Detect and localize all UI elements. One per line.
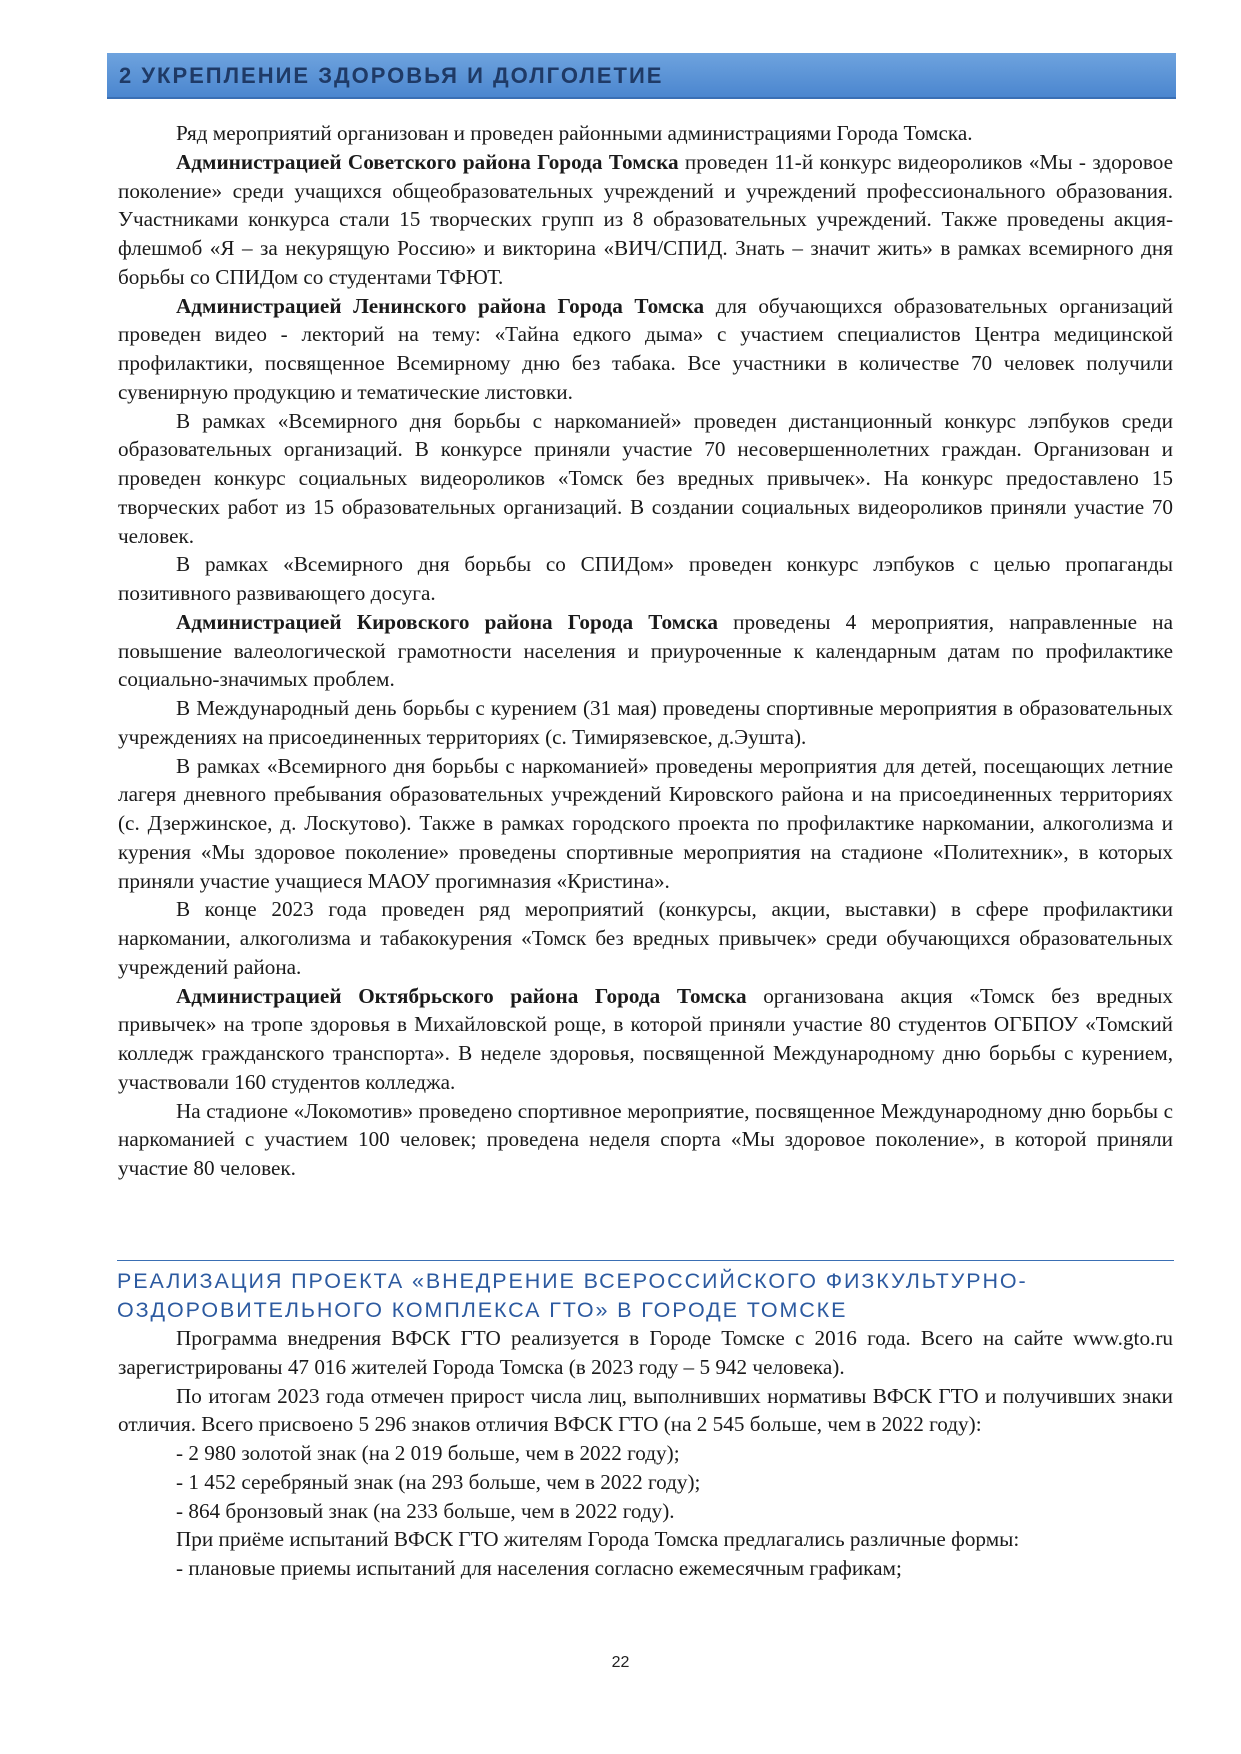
paragraph-gto-results: По итогам 2023 года отмечен прирост числа лиц, выполнивших нормативы ВФСК ГТО и получивших знаки отличия. Всего присвоено 5 296 знаков отличия ВФСК ГТО (на 2 545 больше, чем в 2022 году): — [118, 1383, 1173, 1437]
paragraph-sovetsky: Администрацией Советского района Города Томска проведен 11-й конкурс видеороликов «Мы - здоровое поколение» среди учащихся общеобразовательных учреждений и учреждений профессионального образования. Участниками конкурса стали 15 творческих групп из 8 образовательных учреждений. Также проведены акция-флешмоб «Я – за некурящую Россию» и викторина «ВИЧ/СПИД. Знать – значит жить» в рамках всемирного дня борьбы со СПИДом со студентами ТФЮТ. — [118, 149, 1173, 289]
section-title-line: ОЗДОРОВИТЕЛЬНОГО КОМПЛЕКСА ГТО» В ГОРОДЕ ТОМСКЕ — [117, 1298, 848, 1322]
list-item: - 1 452 серебряный знак (на 293 больше, чем в 2022 году); — [176, 1469, 701, 1494]
section-title — [117, 1267, 1177, 1325]
section-header-title: 2 УКРЕПЛЕНИЕ ЗДОРОВЬЯ И ДОЛГОЛЕТИЕ — [119, 63, 664, 88]
paragraph-gto-forms: При приёме испытаний ВФСК ГТО жителям Города Томска предлагались различные формы: — [176, 1527, 1020, 1552]
paragraph-leninsky: Администрацией Ленинского района Города Томска для обучающихся образовательных организаций проведен видео - лекторий на тему: «Тайна едкого дыма» с участием специалистов Центра медицинской профилактики, посвященное Всемирному дню без табака. Все участники в количестве 70 человек получили сувенирную продукцию и тематические листовки. — [118, 293, 1173, 404]
district-name: Администрацией Советского района Города Томска — [176, 149, 679, 174]
paragraph-gto-program: Программа внедрения ВФСК ГТО реализуется в Городе Томске с 2016 года. Всего на сайте www.gto.ru зарегистрированы 47 016 жителей Города Томска (в 2023 году – 5 942 человека). — [118, 1326, 1173, 1379]
section-header-bar — [107, 53, 1176, 99]
paragraph-leninsky-aids: В рамках «Всемирного дня борьбы со СПИДом» проведен конкурс лэпбуков с целью пропаганды позитивного развивающего досуга. — [118, 552, 1173, 605]
paragraph-kirovsky: Администрацией Кировского района Города Томска проведены 4 мероприятия, направленные на повышение валеологической грамотности населения и приуроченные к календарным датам по профилактике социально-значимых проблем. — [118, 609, 1173, 692]
paragraph-leninsky-drugs: В рамках «Всемирного дня борьбы с наркоманией» проведен дистанционный конкурс лэпбуков среди образовательных организаций. В конкурсе приняли участие 70 несовершеннолетних граждан. Организован и проведен конкурс социальных видеороликов «Томск без вредных привычек». На конкурс предоставлено 15 творческих работ из 15 образовательных организаций. В создании социальных видеороликов приняли участие 70 человек. — [118, 408, 1173, 548]
page-number: 22 — [611, 1654, 630, 1671]
paragraph-intro: Ряд мероприятий организован и проведен районными администрациями Города Томска. — [176, 121, 973, 145]
district-name: Администрацией Ленинского района Города Томска — [176, 293, 705, 318]
list-item: - плановые приемы испытаний для населения согласно ежемесячным графикам; — [176, 1556, 902, 1580]
paragraph-oktyabrsky: Администрацией Октябрьского района Города Томска организована акция «Томск без вредных привычек» на тропе здоровья в Михайловской роще, в которой приняли участие 80 студентов ОГБПОУ «Томский колледж гражданского транспорта». В неделе здоровья, посвященной Международному дню борьбы с курением, участвовали 160 студентов колледжа. — [118, 983, 1173, 1094]
section-title-line: РЕАЛИЗАЦИЯ ПРОЕКТА «ВНЕДРЕНИЕ ВСЕРОССИЙСКОГО ФИЗКУЛЬТУРНО- — [117, 1269, 1028, 1293]
district-name: Администрацией Октябрьского района Города Томска — [176, 983, 747, 1008]
gto-section-text — [118, 1324, 1173, 1583]
district-name: Администрацией Кировского района Города Томска — [176, 609, 718, 634]
list-item: - 2 980 золотой знак (на 2 019 больше, чем в 2022 году); — [176, 1441, 680, 1465]
paragraph-kirovsky-smoking: В Международный день борьбы с курением (31 мая) проведены спортивные мероприятия в образовательных учреждениях на присоединенных территориях (с. Тимирязевское, д.Эушта). — [118, 696, 1173, 749]
body-text — [118, 119, 1173, 1183]
paragraph-kirovsky-drugs: В рамках «Всемирного дня борьбы с наркоманией» проведены мероприятия для детей, посещающих летние лагеря дневного пребывания образовательных учреждений Кировского района и на присоединенных территориях (с. Дзержинское, д. Лоскутово). Также в рамках городского проекта по профилактике наркомании, алкоголизма и курения «Мы здоровое поколение» проведены спортивные мероприятия на стадионе «Политехник», в которых приняли участие учащиеся МАОУ прогимназия «Кристина». — [118, 753, 1173, 893]
paragraph-oktyabrsky-stadium: На стадионе «Локомотив» проведено спортивное мероприятие, посвященное Международному дню борьбы с наркоманией с участием 100 человек; проведена неделя спорта «Мы здоровое поколение», в которой приняли участие 80 человек. — [118, 1098, 1173, 1180]
section-divider — [117, 1260, 1174, 1261]
list-item: - 864 бронзовый знак (на 233 больше, чем в 2022 году). — [176, 1498, 675, 1523]
paragraph-kirovsky-end-year: В конце 2023 года проведен ряд мероприятий (конкурсы, акции, выставки) в сфере профилактики наркомании, алкоголизма и табакокурения «Томск без вредных привычек» среди обучающихся образовательных учреждений района. — [118, 897, 1173, 979]
